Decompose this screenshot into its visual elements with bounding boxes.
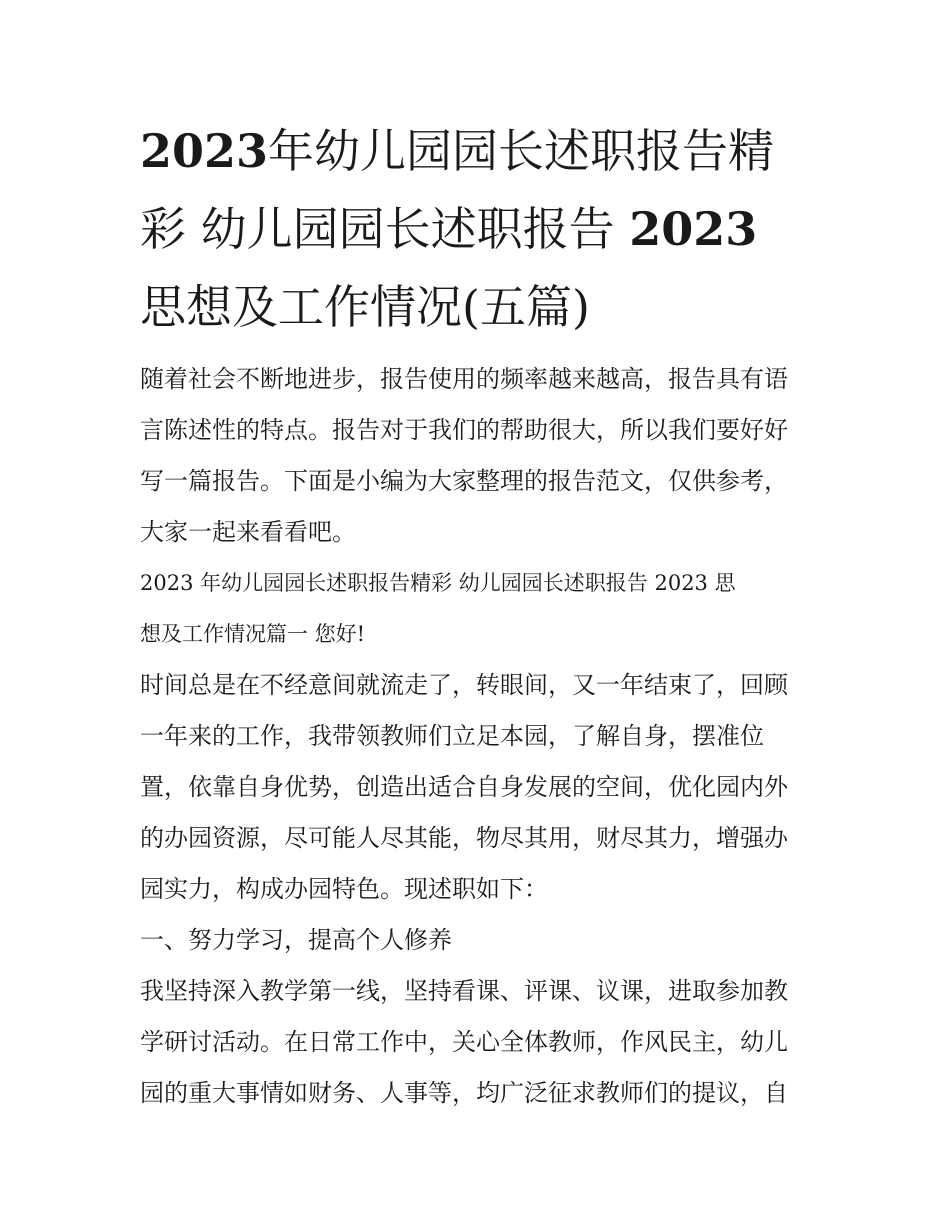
text-line: 随着社会不断地进步，报告使用的频率越来越高，报告具有语 bbox=[140, 365, 788, 393]
body-paragraph bbox=[140, 660, 820, 915]
text-line: 言陈述性的特点。报告对于我们的帮助很大，所以我们要好好 bbox=[140, 416, 788, 444]
text-line: 的办园资源，尽可能人尽其能，物尽其用，财尽其力，增强办 bbox=[140, 824, 788, 852]
text-line: 一年来的工作，我带领教师们立足本园，了解自身，摆准位 bbox=[140, 722, 764, 750]
text-line: 写一篇报告。下面是小编为大家整理的报告范文，仅供参考， bbox=[140, 467, 788, 495]
title-line: 思想及工作情况(五篇) bbox=[140, 280, 590, 334]
title-year: 2023 bbox=[629, 202, 758, 256]
text-line: 大家一起来看看吧。 bbox=[140, 518, 356, 546]
text-line: 想及工作情况篇一 您好! bbox=[140, 622, 366, 646]
intro-paragraph bbox=[140, 354, 820, 558]
title-line: 2023年幼儿园园长述职报告精 bbox=[140, 124, 775, 178]
text-line: 2023 年幼儿园园长述职报告精彩 幼儿园园长述职报告 2023 思 bbox=[140, 571, 736, 595]
text-line: 学研讨活动。在日常工作中，关心全体教师，作风民主，幼儿 bbox=[140, 1028, 788, 1056]
text-line: 置，依靠自身优势，创造出适合自身发展的空间，优化园内外 bbox=[140, 773, 788, 801]
body-paragraph bbox=[140, 966, 820, 1119]
section-heading-paragraph bbox=[140, 558, 820, 660]
document-page bbox=[140, 112, 820, 1119]
document-title bbox=[140, 112, 820, 346]
text-line: 时间总是在不经意间就流走了，转眼间，又一年结束了，回顾 bbox=[140, 671, 788, 699]
text-line: 园实力，构成办园特色。现述职如下： bbox=[140, 875, 548, 903]
text-line: 一、努力学习，提高个人修养 bbox=[140, 926, 452, 954]
subheading-paragraph bbox=[140, 915, 820, 966]
text-line: 园的重大事情如财务、人事等，均广泛征求教师们的提议，自 bbox=[140, 1079, 788, 1107]
title-line: 彩 幼儿园园长述职报告 2023 bbox=[140, 202, 758, 256]
text-line: 我坚持深入教学第一线，坚持看课、评课、议课，进取参加教 bbox=[140, 977, 788, 1005]
title-year: 2023 bbox=[140, 124, 269, 178]
